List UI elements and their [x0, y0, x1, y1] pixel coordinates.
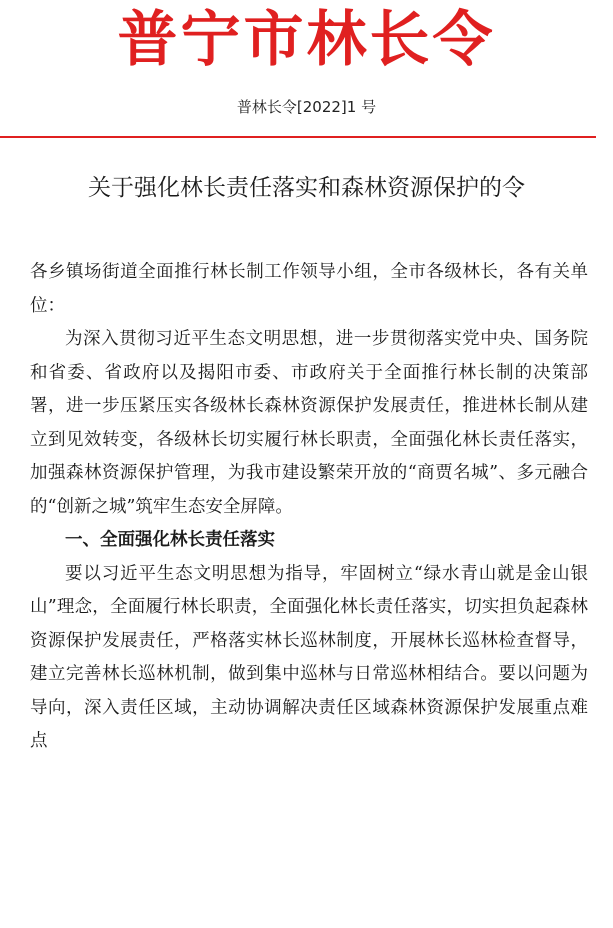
document-body — [30, 256, 588, 759]
document-title: 关于强化林长责任落实和森林资源保护的令 — [88, 175, 525, 201]
masthead-title: 普宁市林长令 — [117, 5, 496, 75]
intro-paragraph: 为深入贯彻习近平生态文明思想，进一步贯彻落实党中央、国务院和省委、省政府以及揭阳市委、市政府关于全面推行林长制的决策部署，进一步压紧压实各级林长森林资源保护发展责任，推进林长制从建立到见效转变，各级林长切实履行林长职责，全面强化林长责任落实，加强森林资源保护管理，为我市建设繁荣开放的“商贾名城”、多元融合的“创新之城”筑牢生态安全屏障。 — [30, 329, 588, 517]
section-heading: 一、全面强化林长责任落实 — [65, 530, 275, 550]
addressees-paragraph: 各乡镇场街道全面推行林长制工作领导小组，全市各级林长，各有关单位： — [30, 262, 588, 316]
section-paragraph: 要以习近平生态文明思想为指导，牢固树立“绿水青山就是金山银山”理念，全面履行林长职责，全面强化林长责任落实，切实担负起森林资源保护发展责任，严格落实林长巡林制度，开展林长巡林检查督导，建立完善林长巡林机制，做到集中巡林与日常巡林相结合。要以问题为导向，深入责任区域，主动协调解决责任区域森林资源保护发展重点难点 — [30, 563, 588, 751]
red-divider-line — [0, 136, 596, 138]
document-number: 普林长令[2022]1 号 — [236, 98, 377, 116]
